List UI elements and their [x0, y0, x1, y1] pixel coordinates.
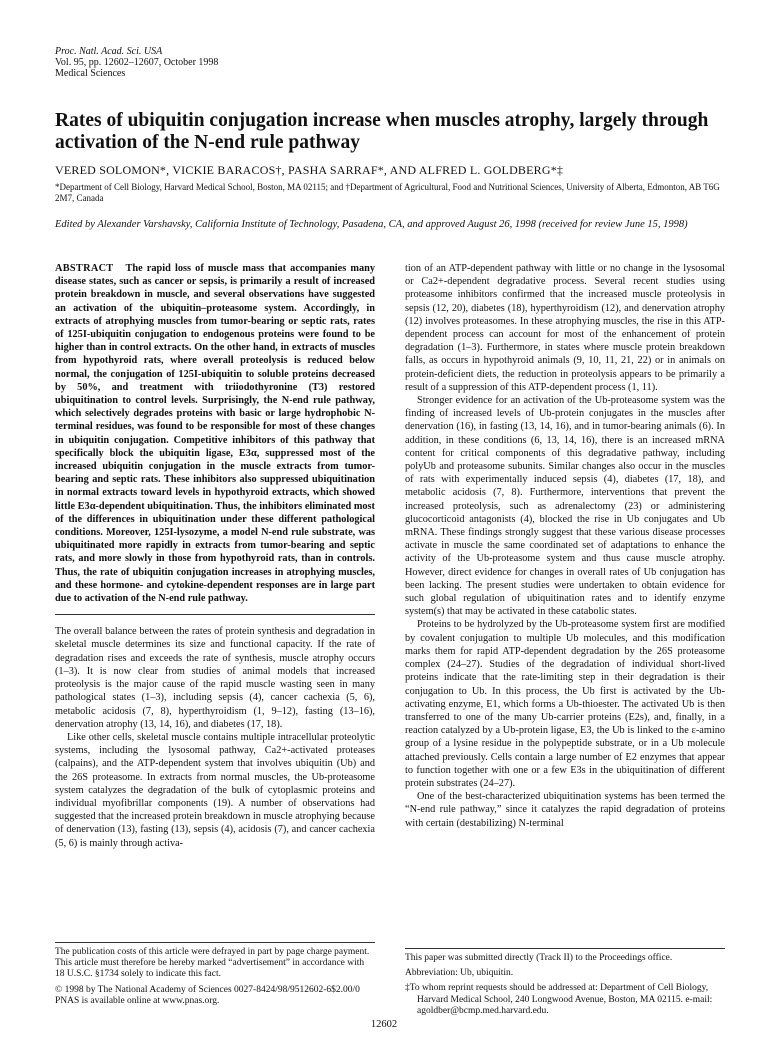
journal-section: Medical Sciences [55, 68, 126, 79]
body-paragraph: Like other cells, skeletal muscle contains multiple intracellular proteolytic systems, including the lysosomal pathway, Ca2+-activated proteases (calpains), and the ATP-dependent system that involves ubiquitin (Ub) and the 26S proteasome. In extracts from normal muscles, the Ub-proteasome system catalyzes the degradation of the bulk of cytoplasmic proteins and individual myofibrillar components (19). A number of observations had suggested that the increased protein breakdown in muscle atrophying because of denervation (13), fasting (13), sepsis (4), acidosis (7), and cancer cachexia (5, 6) is mainly through activa- [55, 731, 375, 849]
abbreviation-note: Abbreviation: Ub, ubiquitin. [405, 968, 514, 979]
abstract [55, 262, 375, 605]
left-column [55, 262, 375, 850]
editor-note: Edited by Alexander Varshavsky, California Institute of Technology, Pasadena, CA, and approved August 26, 1998 (received for review June 15, 1998) [55, 219, 688, 230]
affiliations: *Department of Cell Biology, Harvard Medical School, Boston, MA 02115; and †Department of Agricultural, Food and Nutritional Sciences, University of Alberta, Edmonton, AB T6G 2M7, Canada [55, 182, 720, 203]
publication-cost-note: The publication costs of this article were defrayed in part by page charge payment. This article must therefore be hereby marked “advertisement” in accordance with 18 U.S.C. §1734 solely to indicate this fact. [55, 947, 370, 980]
body-paragraph: Proteins to be hydrolyzed by the Ub-proteasome system first are modified by covalent conjugation to multiple Ub molecules, and this modification marks them for rapid ATP-dependent degradation by the 26S proteasome complex (24–27). Studies of the degradation of individual short-lived proteins indicate that the rate-limiting step in their degradation is their conjugation to Ub. In this process, the Ub first is activated by the Ub-activating enzyme, E1, which forms a Ub-thioester. The activated Ub is then transferred to one of the many Ub-carrier proteins (E2s), and, finally, in a reaction catalyzed by a Ub-protein ligase, E3, the Ub is linked to the ε-amino group of a lysine residue in the polypeptide substrate, or in a Ub molecule attached previously. Cells contain a large number of E2 enzymes that appear to function together with one or a few E3s in the ubiquitination of different protein substrates (24–27). [405, 619, 725, 789]
body-paragraph: tion of an ATP-dependent pathway with little or no change in the lysosomal or Ca2+-dependent degradative process. Several recent studies using proteasome inhibitors confirmed that the increased muscle proteolysis in sepsis (12, 20), diabetes (18), hyperthyroidism (12), and denervation atrophy (12) involves proteasomes. In these atrophying muscles, the rise in this ATP-dependent process can account for most of the enhancement of protein degradation (1–3). Furthermore, in states where muscle protein breakdown falls, as occurs in hypothyroid animals (9, 10, 11, 21, 22) or in animals on protein-deficient diets, the reduction in proteolysis appears to be primarily a result of a suppression of this ATP-dependent process (1, 11). [405, 263, 725, 393]
author-list: VERED SOLOMON*, VICKIE BARACOS†, PASHA SARRAF*, AND ALFRED L. GOLDBERG*‡ [55, 163, 564, 177]
body-paragraph: One of the best-characterized ubiquitination systems has been termed the “N-end rule pathway,” since it catalyzes the rapid degradation of proteins with certain (destabilizing) N-terminal [405, 791, 725, 829]
journal-volume: Vol. 95, pp. 12602–12607, October 1998 [55, 57, 219, 68]
abstract-text: The rapid loss of muscle mass that accompanies many disease states, such as cancer or sepsis, is primarily a result of increased protein breakdown in muscle, and several observations have suggested an activation of the ubiquitin–proteasome system. Accordingly, in extracts of atrophying muscles from tumor-bearing or septic rats, rates of 125I-ubiquitin conjugation to endogenous proteins were found to be higher than in control extracts. On the other hand, in extracts of muscles from hypothyroid rats, where overall proteolysis is reduced below normal, the conjugation of 125I-ubiquitin to soluble proteins decreased by 50%, and treatment with triiodothyronine (T3) restored ubiquitination to control levels. Surprisingly, the N-end rule pathway, which selectively degrades proteins with basic or large hydrophobic N-terminal residues, was found to be responsible for most of these changes in ubiquitin conjugation. Competitive inhibitors of this pathway that specifically block the ubiquitin ligase, E3α, suppressed most of the increased ubiquitin conjugation in the muscle extracts from tumor-bearing and septic rats. These inhibitors also suppressed ubiquitination in normal extracts toward levels in hypothyroid extracts, which showed little E3α-dependent ubiquitination. Thus, the inhibitors eliminated most of the differences in ubiquitination under these different pathological conditions. Moreover, 125I-lysozyme, a model N-end rule substrate, was ubiquitinated more rapidly in extracts from tumor-bearing and septic rats, and more slowly in those from hypothyroid rats, than in controls. Thus, the rate of ubiquitin conjugation increases in atrophying muscles, and these hormone- and cytokine-dependent responses are in large part due to activation of the N-end rule pathway. [55, 263, 375, 605]
submission-note: This paper was submitted directly (Track II) to the Proceedings office. [405, 953, 673, 963]
footnotes-right [405, 948, 725, 1021]
reprint-note: ‡To whom reprint requests should be addressed at: Department of Cell Biology, Harvard Medical School, 240 Longwood Avenue, Boston, MA 02115. e-mail: agoldber@bcmp.med.harvard.edu. [405, 983, 713, 1016]
body-paragraph: The overall balance between the rates of protein synthesis and degradation in skeletal muscle determines its size and functional capacity. If the rate of degradation rises and exceeds the rate of synthesis, muscle atrophy occurs (1–3). It is now clear from studies of animal models that increased proteolysis is the major cause of the rapid muscle wasting seen in many pathological states (1–3), including sepsis (4), cancer cachexia (5, 6), metabolic acidosis (7, 8), hyperthyroidism (1, 9–12), fasting (13–16), denervation atrophy (13, 14, 16), and diabetes (17, 18). [55, 626, 375, 730]
abstract-label: ABSTRACT [55, 263, 114, 274]
page-number: 12602 [370, 1019, 398, 1030]
abstract-divider [55, 614, 375, 615]
body-paragraph: Stronger evidence for an activation of the Ub-proteasome system was the finding of increased levels of Ub-protein conjugates in the muscles after denervation (16), in fasting (13, 14, 16), and in tumor-bearing animals (6). In addition, in these conditions (6, 13, 14, 16), there is an increased mRNA content for critical components of this degradative pathway, including polyUb and proteasome subunits. Similar changes also occur in the muscles of rats with experimentally induced sepsis (4), diabetes (17, 18), and metabolic acidosis (7, 8). Furthermore, interventions that prevent the increased proteolysis, such as adrenalectomy (23) or administering glucocorticoid antagonists (4), blocked the rise in Ub conjugates and Ub mRNA. These findings strongly suggest that these various disease processes activate in muscle the same coordinated set of adaptations to enhance the activity of the Ub-proteasome system and thus cause muscle atrophy. However, direct evidence for changes in overall rates of Ub conjugation has been lacking. The present studies were undertaken to obtain evidence for such global regulation of ubiquitination rates and to identify enzyme system(s) that may be activated in these catabolic states. [405, 395, 725, 618]
journal-name: Proc. Natl. Acad. Sci. USA [55, 46, 163, 57]
journal-header [55, 46, 218, 79]
copyright-note: © 1998 by The National Academy of Sciences 0027-8424/98/9512602-6$2.00/0 PNAS is available online at www.pnas.org. [55, 984, 360, 1006]
footnotes-left [55, 942, 375, 1011]
article-title: Rates of ubiquitin conjugation increase when muscles atrophy, largely through activation of the N-end rule pathway [55, 110, 709, 153]
right-column [405, 262, 725, 830]
